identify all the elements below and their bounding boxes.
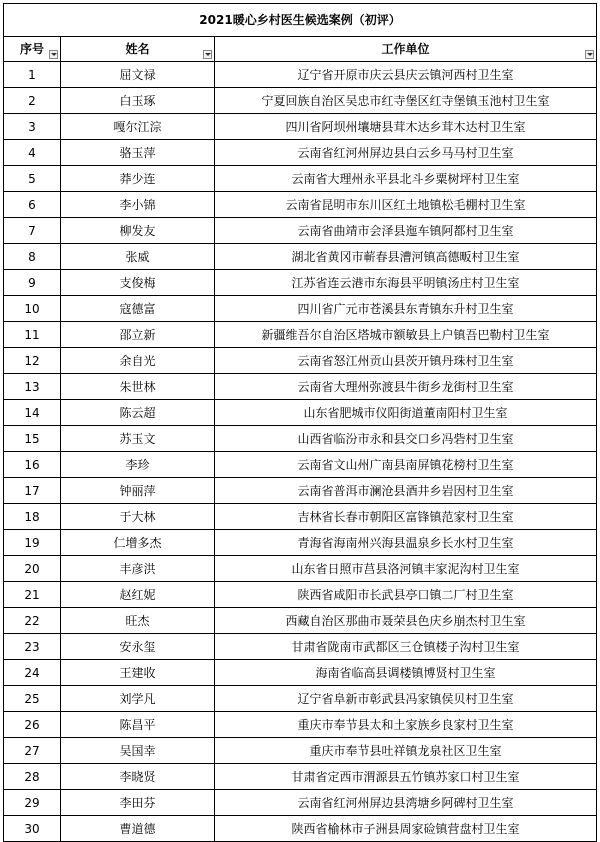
table-row (4, 400, 597, 426)
table-row (4, 790, 597, 816)
unit-cell[interactable]: 四川省广元市苍溪县东青镇东升村卫生室 (215, 296, 597, 322)
table-row (4, 192, 597, 218)
number-cell[interactable]: 10 (4, 296, 61, 322)
name-cell[interactable]: 吴国幸 (61, 738, 215, 764)
unit-cell[interactable]: 湖北省黄冈市蕲春县漕河镇高德畈村卫生室 (215, 244, 597, 270)
name-cell[interactable]: 王建收 (61, 660, 215, 686)
number-cell[interactable]: 18 (4, 504, 61, 530)
name-cell[interactable]: 邵立新 (61, 322, 215, 348)
name-cell[interactable]: 寇德富 (61, 296, 215, 322)
table-row (4, 712, 597, 738)
table-title: 2021暖心乡村医生候选案例（初评） (4, 4, 597, 37)
name-cell[interactable]: 柳发友 (61, 218, 215, 244)
number-cell[interactable]: 14 (4, 400, 61, 426)
number-cell[interactable]: 25 (4, 686, 61, 712)
unit-cell[interactable]: 云南省普洱市澜沧县酒井乡岩因村卫生室 (215, 478, 597, 504)
number-cell[interactable]: 20 (4, 556, 61, 582)
name-cell[interactable]: 安永玺 (61, 634, 215, 660)
number-cell[interactable]: 17 (4, 478, 61, 504)
number-cell[interactable]: 11 (4, 322, 61, 348)
name-cell[interactable]: 李小锦 (61, 192, 215, 218)
name-cell[interactable]: 张威 (61, 244, 215, 270)
number-cell[interactable]: 12 (4, 348, 61, 374)
unit-cell[interactable]: 山西省临汾市永和县交口乡冯砦村卫生室 (215, 426, 597, 452)
number-cell[interactable]: 21 (4, 582, 61, 608)
number-cell[interactable]: 22 (4, 608, 61, 634)
unit-cell[interactable]: 云南省红河州屏边县白云乡马马村卫生室 (215, 140, 597, 166)
table-row (4, 374, 597, 400)
unit-cell[interactable]: 宁夏回族自治区吴忠市红寺堡区红寺堡镇玉池村卫生室 (215, 88, 597, 114)
table-body (4, 62, 597, 842)
column-header-unit (215, 37, 597, 62)
name-cell[interactable]: 莽少连 (61, 166, 215, 192)
unit-cell[interactable]: 山东省日照市莒县洛河镇丰家泥沟村卫生室 (215, 556, 597, 582)
table-row (4, 816, 597, 842)
table-row (4, 764, 597, 790)
table-row (4, 296, 597, 322)
number-cell[interactable]: 8 (4, 244, 61, 270)
number-cell[interactable]: 3 (4, 114, 61, 140)
table-row (4, 452, 597, 478)
number-cell[interactable]: 13 (4, 374, 61, 400)
table-row (4, 348, 597, 374)
table-row (4, 530, 597, 556)
table-row (4, 270, 597, 296)
table-row (4, 686, 597, 712)
number-cell[interactable]: 1 (4, 62, 61, 88)
table-row (4, 478, 597, 504)
table-row (4, 660, 597, 686)
table-row (4, 166, 597, 192)
table-row (4, 140, 597, 166)
unit-cell[interactable]: 新疆维吾尔自治区塔城市额敏县上户镇吾巴勒村卫生室 (215, 322, 597, 348)
name-cell[interactable]: 白玉琢 (61, 88, 215, 114)
number-cell[interactable]: 24 (4, 660, 61, 686)
unit-cell[interactable]: 云南省大理州弥渡县牛街乡龙街村卫生室 (215, 374, 597, 400)
name-cell[interactable]: 钟丽萍 (61, 478, 215, 504)
column-header-name (61, 37, 215, 62)
filter-dropdown-icon[interactable] (203, 50, 212, 59)
name-cell[interactable]: 骆玉萍 (61, 140, 215, 166)
table-row (4, 62, 597, 88)
unit-cell[interactable]: 西藏自治区那曲市聂荣县色庆乡崩杰村卫生室 (215, 608, 597, 634)
table-row (4, 608, 597, 634)
unit-cell[interactable]: 云南省曲靖市会泽县迤车镇阿都村卫生室 (215, 218, 597, 244)
number-cell[interactable]: 2 (4, 88, 61, 114)
column-header-number (4, 37, 61, 62)
number-cell[interactable]: 5 (4, 166, 61, 192)
name-cell[interactable]: 李珍 (61, 452, 215, 478)
table-row (4, 634, 597, 660)
filter-dropdown-icon[interactable] (49, 50, 58, 59)
unit-cell[interactable]: 重庆市奉节县太和土家族乡良家村卫生室 (215, 712, 597, 738)
table-row (4, 322, 597, 348)
name-cell[interactable]: 李晓贤 (61, 764, 215, 790)
column-header-label: 姓名 (125, 42, 150, 56)
name-cell[interactable]: 曹道德 (61, 816, 215, 842)
name-cell[interactable]: 仁增多杰 (61, 530, 215, 556)
table-row (4, 244, 597, 270)
name-cell[interactable]: 李田芬 (61, 790, 215, 816)
unit-cell[interactable]: 陕西省咸阳市长武县亭口镇二厂村卫生室 (215, 582, 597, 608)
unit-cell[interactable]: 山东省肥城市仪阳街道董南阳村卫生室 (215, 400, 597, 426)
name-cell[interactable]: 支俊梅 (61, 270, 215, 296)
name-cell[interactable]: 丰彦洪 (61, 556, 215, 582)
name-cell[interactable]: 于大林 (61, 504, 215, 530)
unit-cell[interactable]: 重庆市奉节县吐祥镇龙泉社区卫生室 (215, 738, 597, 764)
unit-cell[interactable]: 江苏省连云港市东海县平明镇汤庄村卫生室 (215, 270, 597, 296)
table-row (4, 556, 597, 582)
number-cell[interactable]: 26 (4, 712, 61, 738)
table-row (4, 218, 597, 244)
number-cell[interactable]: 9 (4, 270, 61, 296)
number-cell[interactable]: 27 (4, 738, 61, 764)
unit-cell[interactable]: 辽宁省阜新市彰武县冯家镇侯贝村卫生室 (215, 686, 597, 712)
unit-cell[interactable]: 云南省文山州广南县南屏镇花榜村卫生室 (215, 452, 597, 478)
number-cell[interactable]: 19 (4, 530, 61, 556)
unit-cell[interactable]: 云南省大理州永平县北斗乡粟树坪村卫生室 (215, 166, 597, 192)
name-cell[interactable]: 余自光 (61, 348, 215, 374)
name-cell[interactable]: 陈云超 (61, 400, 215, 426)
number-cell[interactable]: 4 (4, 140, 61, 166)
number-cell[interactable]: 7 (4, 218, 61, 244)
unit-cell[interactable]: 云南省红河州屏边县湾塘乡阿碑村卫生室 (215, 790, 597, 816)
name-cell[interactable]: 刘学凡 (61, 686, 215, 712)
table-row (4, 88, 597, 114)
unit-cell[interactable]: 云南省怒江州贡山县茨开镇丹珠村卫生室 (215, 348, 597, 374)
table-row (4, 114, 597, 140)
unit-cell[interactable]: 陕西省榆林市子洲县周家硷镇营盘村卫生室 (215, 816, 597, 842)
name-cell[interactable]: 陈昌平 (61, 712, 215, 738)
column-header-label: 工作单位 (381, 42, 430, 56)
header-row (4, 37, 597, 62)
unit-cell[interactable]: 海南省临高县调楼镇博贤村卫生室 (215, 660, 597, 686)
table-row (4, 426, 597, 452)
name-cell[interactable]: 苏玉文 (61, 426, 215, 452)
number-cell[interactable]: 23 (4, 634, 61, 660)
number-cell[interactable]: 15 (4, 426, 61, 452)
number-cell[interactable]: 29 (4, 790, 61, 816)
table-row (4, 582, 597, 608)
unit-cell[interactable]: 辽宁省开原市庆云县庆云镇河西村卫生室 (215, 62, 597, 88)
name-cell[interactable]: 赵红妮 (61, 582, 215, 608)
number-cell[interactable]: 28 (4, 764, 61, 790)
number-cell[interactable]: 16 (4, 452, 61, 478)
unit-cell[interactable]: 四川省阿坝州壤塘县茸木达乡茸木达村卫生室 (215, 114, 597, 140)
number-cell[interactable]: 6 (4, 192, 61, 218)
name-cell[interactable]: 朱世林 (61, 374, 215, 400)
name-cell[interactable]: 旺杰 (61, 608, 215, 634)
unit-cell[interactable]: 甘肃省陇南市武都区三仓镇楼子沟村卫生室 (215, 634, 597, 660)
number-cell[interactable]: 30 (4, 816, 61, 842)
name-cell[interactable]: 嘎尔江淙 (61, 114, 215, 140)
table-row (4, 504, 597, 530)
unit-cell[interactable]: 吉林省长春市朝阳区富锋镇范家村卫生室 (215, 504, 597, 530)
column-header-label: 序号 (19, 42, 44, 56)
filter-dropdown-icon[interactable] (585, 50, 594, 59)
unit-cell[interactable]: 甘肃省定西市渭源县五竹镇苏家口村卫生室 (215, 764, 597, 790)
name-cell[interactable]: 屈文禄 (61, 62, 215, 88)
table-row (4, 738, 597, 764)
unit-cell[interactable]: 青海省海南州兴海县温泉乡长水村卫生室 (215, 530, 597, 556)
candidate-table (3, 3, 597, 842)
unit-cell[interactable]: 云南省昆明市东川区红土地镇松毛棚村卫生室 (215, 192, 597, 218)
